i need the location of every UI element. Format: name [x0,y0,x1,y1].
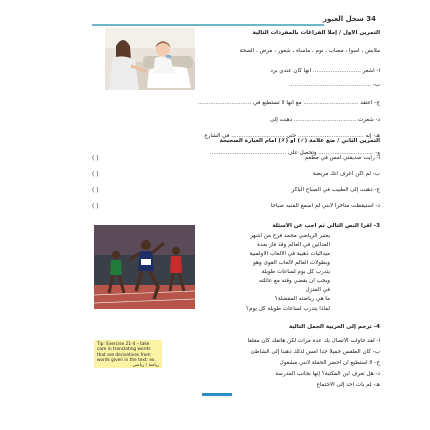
photo-runners-illustration [94,225,195,309]
section-c-line-4: وبطولات العالم لألعاب القوى وهو [253,260,330,266]
section-c-line-5: يتدرب كل يوم لساعات طويلة [261,269,330,275]
section-d-line-5: هـ- لم يأت أحد إلى الاجتماع [316,382,380,388]
section-b-item-2: ب- لم أكن أعرف أنك مريضة [312,171,380,177]
tip-box [94,340,162,368]
section-c-question-1: ما هي رياضته المفضلة؟ [274,296,330,302]
page-number: 34 سجل العبور [322,15,376,23]
section-c-question-2: لماذا يتدرب لساعات طويلة كل يوم؟ [246,306,330,312]
section-c-line-1: يعتبر الرياضي محمد فرح من أشهر [250,233,330,239]
section-b-item-3: ج- ذهبت إلى الطبيب في الصباح الباكر [291,187,380,193]
section-a-item-3: ج- أعتقد ............................... مع أنها لا تستطيع في .............................. [197,100,380,106]
section-a-item-4: د- شعرت ................................... ذهبت إلى [269,117,380,123]
section-b-paren-3: ( ) [92,187,99,194]
section-b-paren-4: ( ) [92,203,99,210]
section-b-paren-2: ( ) [92,171,99,178]
photo-runners [94,225,195,309]
section-a-item-1: أ- أشعر ........................... أنها كان عندي برد [270,68,380,74]
section-c-heading: 3- اقرأ النص التالي ثم أجب عن الأسئلة [272,223,380,229]
photo-sick-woman-illustration [105,28,195,90]
section-b-item-1: أ- رأيت صديقتي أمس في مطعم [304,155,380,161]
section-c-line-2: العدائين في العالم وقد فاز بعدة [257,242,330,248]
section-a-wordbank: ملابس ، أسوأ ، مصاب ، نوم ، مأساة ، شعور ، مرض ، الصحة [239,48,380,54]
section-c-line-7: في المنزل [305,287,330,293]
section-d-line-3: ج- لا أستطيع أن أحضر الحفلة لأنني مشغول [279,360,380,366]
tip-text: Tip: Exercise 21-4 – take care in translating words that are derivatives from words given in the text: ex. [97,342,156,363]
section-d-heading: 4- ترجم إلى العربية الجمل التالية [288,324,380,330]
section-a-item-5: هـ- إنه ..................................... حتى .............................. في الشارع [204,133,380,139]
section-d-line-1: أ- لقد حاولت الاتصال بك عدة مرات لكن هاتفك كان مغلقا [247,338,380,344]
section-b-paren-1: ( ) [92,155,99,162]
section-b-item-4: د- استيقظت متأخرا لأنني لم أسمع المنبه صباحا [270,203,380,209]
footer-accent-bar [202,393,232,396]
section-a-heading: التمرين الأول / إملأ الفراغات بالمفردات التالية [252,30,380,36]
section-c-line-6: ويحب أن يقضي وقته مع عائلته [259,278,330,284]
section-a-item-6: و- ............................... وتحصل على ........................................... [209,150,380,156]
section-c-line-3: ميداليات ذهبية في الألعاب الأولمبية [249,251,330,257]
section-d-line-4: د- هل تعرف أين المكتبة؟ إنها بجانب المدرسة [275,371,380,377]
section-b-heading: التمرين الثاني / ضع علامة (✓) أو (✗) أمام العبارة الصحيحة [219,138,380,144]
section-d-line-2: ب- كان الطقس جميلا جدا أمس لذلك ذهبنا إلى الشاطئ [250,349,380,355]
photo-sick-woman [105,28,195,90]
header-rule [92,24,324,26]
section-a-item-2: ب- .............................................. [289,82,380,88]
tip-arabic-example: رياضة / رياضي [132,363,159,369]
